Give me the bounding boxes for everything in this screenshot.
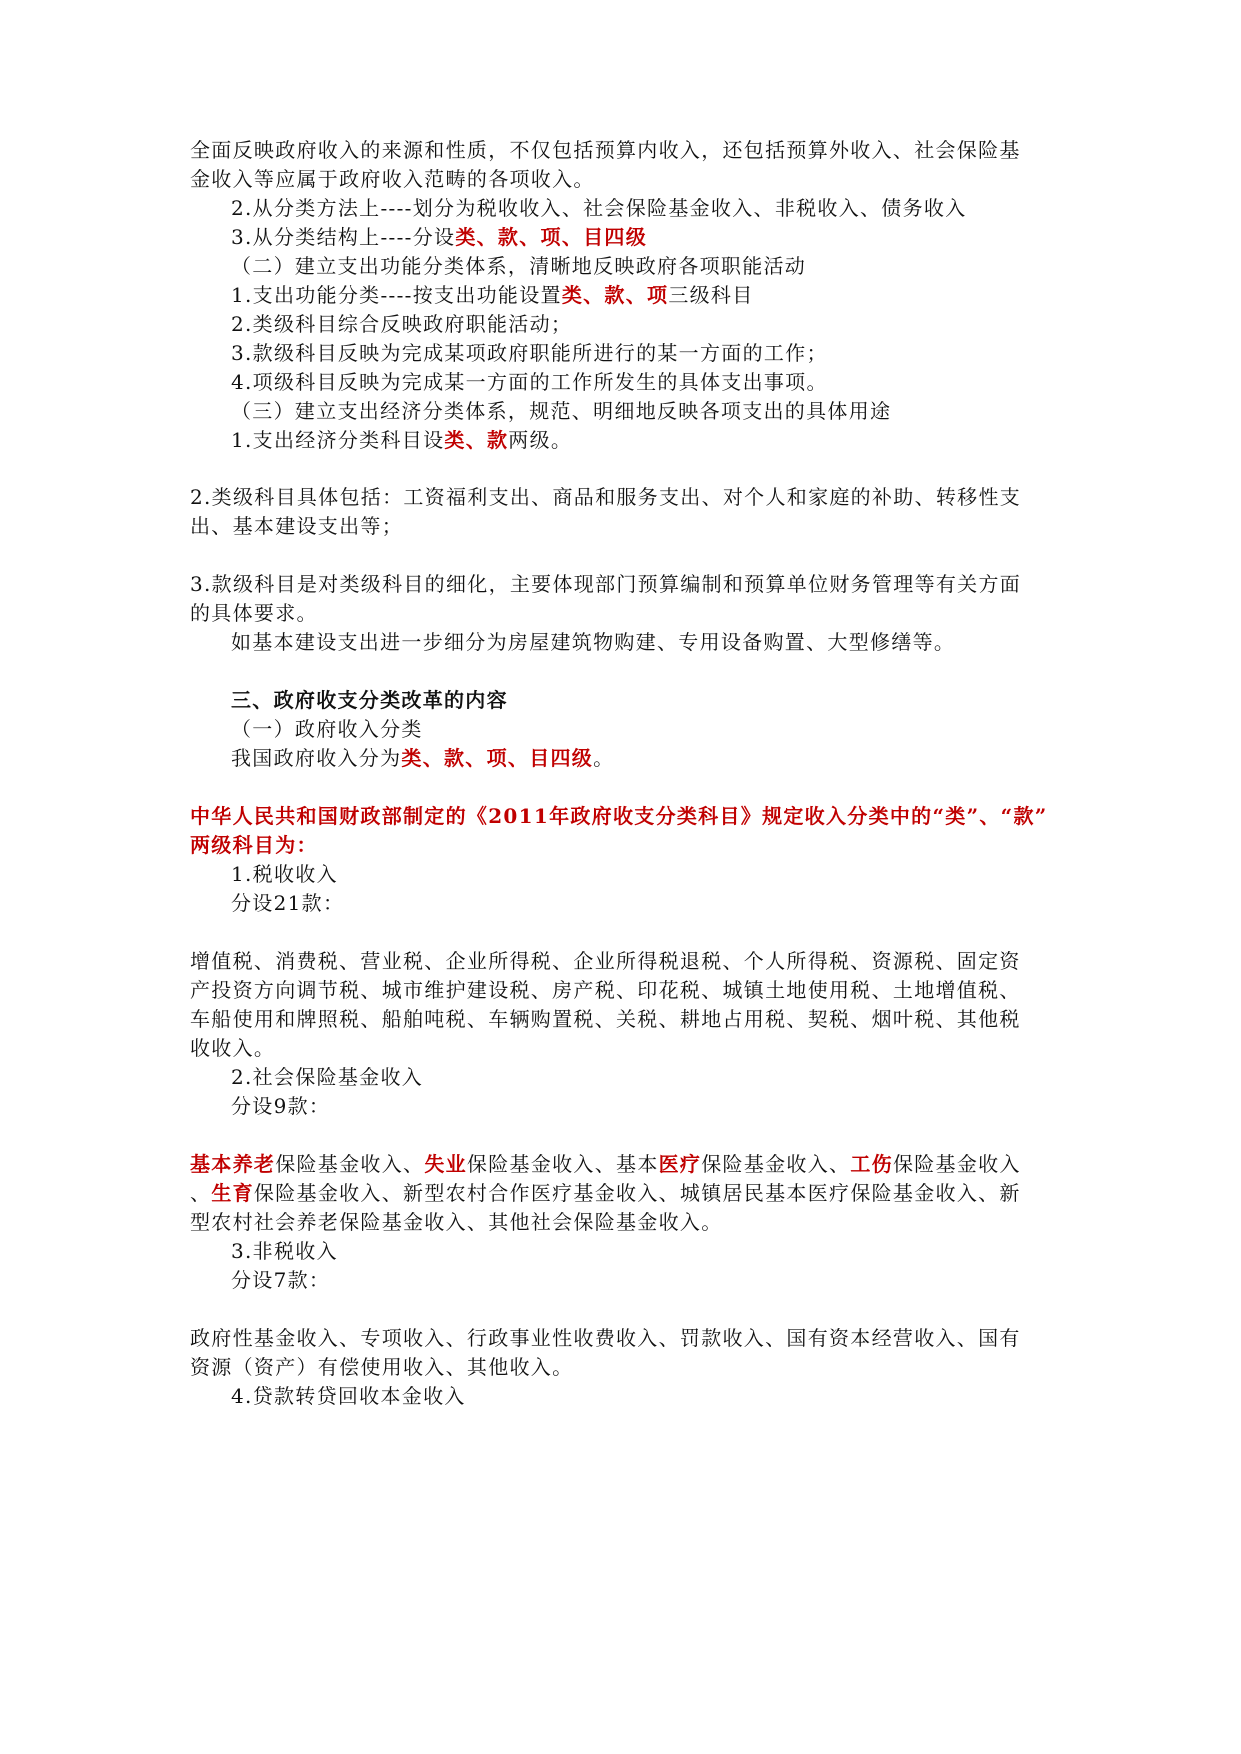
highlight-text: 失业 bbox=[424, 1152, 467, 1176]
text-line: 2.类级科目综合反映政府职能活动； bbox=[231, 312, 573, 336]
text-line: （三）建立支出经济分类体系，规范、明细地反映各项支出的具体用途 bbox=[231, 399, 892, 423]
highlight-text: 类、款、项 bbox=[561, 283, 669, 307]
text-line: 产投资方向调节税、城市维护建设税、房产税、印花税、城镇土地使用税、土地增值税、 bbox=[190, 978, 1021, 1002]
text-line: 2.从分类方法上----划分为税收收入、社会保险基金收入、非税收入、债务收入 bbox=[231, 196, 967, 220]
text-line: 全面反映政府收入的来源和性质，不仅包括预算内收入，还包括预算外收入、社会保险基 bbox=[190, 138, 1021, 162]
text-line: 1.支出经济分类科目设类、款两级。 bbox=[231, 428, 573, 452]
text-line: 的具体要求。 bbox=[190, 601, 318, 625]
text-line: 4.项级科目反映为完成某一方面的工作所发生的具体支出事项。 bbox=[231, 370, 828, 394]
highlight-text: 类、款、项、目四级 bbox=[455, 225, 648, 249]
text-line: 2.社会保险基金收入 bbox=[231, 1065, 424, 1089]
text-line: 增值税、消费税、营业税、企业所得税、企业所得税退税、个人所得税、资源税、固定资 bbox=[190, 949, 1021, 973]
text-line: 4.贷款转贷回收本金收入 bbox=[231, 1384, 466, 1408]
text-line: 3.款级科目是对类级科目的细化，主要体现部门预算编制和预算单位财务管理等有关方面 bbox=[190, 572, 1022, 596]
text-line: 3.款级科目反映为完成某项政府职能所进行的某一方面的工作； bbox=[231, 341, 828, 365]
highlight-text: 生育 bbox=[211, 1181, 254, 1205]
highlight-paragraph: 两级科目为： bbox=[190, 833, 318, 857]
text-line: （二）建立支出功能分类体系，清晰地反映政府各项职能活动 bbox=[231, 254, 807, 278]
section-heading: 三、政府收支分类改革的内容 bbox=[231, 688, 508, 712]
text-line: 收收入。 bbox=[190, 1036, 276, 1060]
text-line: 我国政府收入分为类、款、项、目四级。 bbox=[231, 746, 615, 770]
text-line: 金收入等应属于政府收入范畴的各项收入。 bbox=[190, 167, 595, 191]
highlight-text: 类、款 bbox=[444, 428, 509, 452]
highlight-text: 基本养老 bbox=[190, 1152, 276, 1176]
highlight-text: 工伤 bbox=[850, 1152, 893, 1176]
text-line: 3.从分类结构上----分设类、款、项、目四级 bbox=[231, 225, 648, 249]
text-line: 1.税收收入 bbox=[231, 862, 338, 886]
text-line: 分设7款： bbox=[231, 1268, 331, 1292]
text-line: 2.类级科目具体包括：工资福利支出、商品和服务支出、对个人和家庭的补助、转移性支 bbox=[190, 485, 1022, 509]
text-line: 出、基本建设支出等； bbox=[190, 514, 403, 538]
text-line: 3.非税收入 bbox=[231, 1239, 338, 1263]
text-line: （一）政府收入分类 bbox=[231, 717, 423, 741]
text-line: 、生育保险基金收入、新型农村合作医疗基金收入、城镇居民基本医疗保险基金收入、新 bbox=[190, 1181, 1021, 1205]
text-line: 型农村社会养老保险基金收入、其他社会保险基金收入。 bbox=[190, 1210, 723, 1234]
text-line: 资源（资产）有偿使用收入、其他收入。 bbox=[190, 1355, 574, 1379]
text-line: 分设9款： bbox=[231, 1094, 331, 1118]
text-line: 基本养老保险基金收入、失业保险基金收入、基本医疗保险基金收入、工伤保险基金收入 bbox=[190, 1152, 1021, 1176]
text-line: 分设21款： bbox=[231, 891, 345, 915]
text-line: 如基本建设支出进一步细分为房屋建筑物购建、专用设备购置、大型修缮等。 bbox=[231, 630, 956, 654]
text-line: 政府性基金收入、专项收入、行政事业性收费收入、罚款收入、国有资本经营收入、国有 bbox=[190, 1326, 1021, 1350]
highlight-paragraph: 中华人民共和国财政部制定的《2011年政府收支分类科目》规定收入分类中的“类”、“款” bbox=[190, 804, 1048, 828]
text-line: 1.支出功能分类----按支出功能设置类、款、项三级科目 bbox=[231, 283, 754, 307]
highlight-text: 类、款、项、目四级 bbox=[401, 746, 594, 770]
highlight-text: 医疗 bbox=[658, 1152, 702, 1176]
text-line: 车船使用和牌照税、船舶吨税、车辆购置税、关税、耕地占用税、契税、烟叶税、其他税 bbox=[190, 1007, 1021, 1031]
